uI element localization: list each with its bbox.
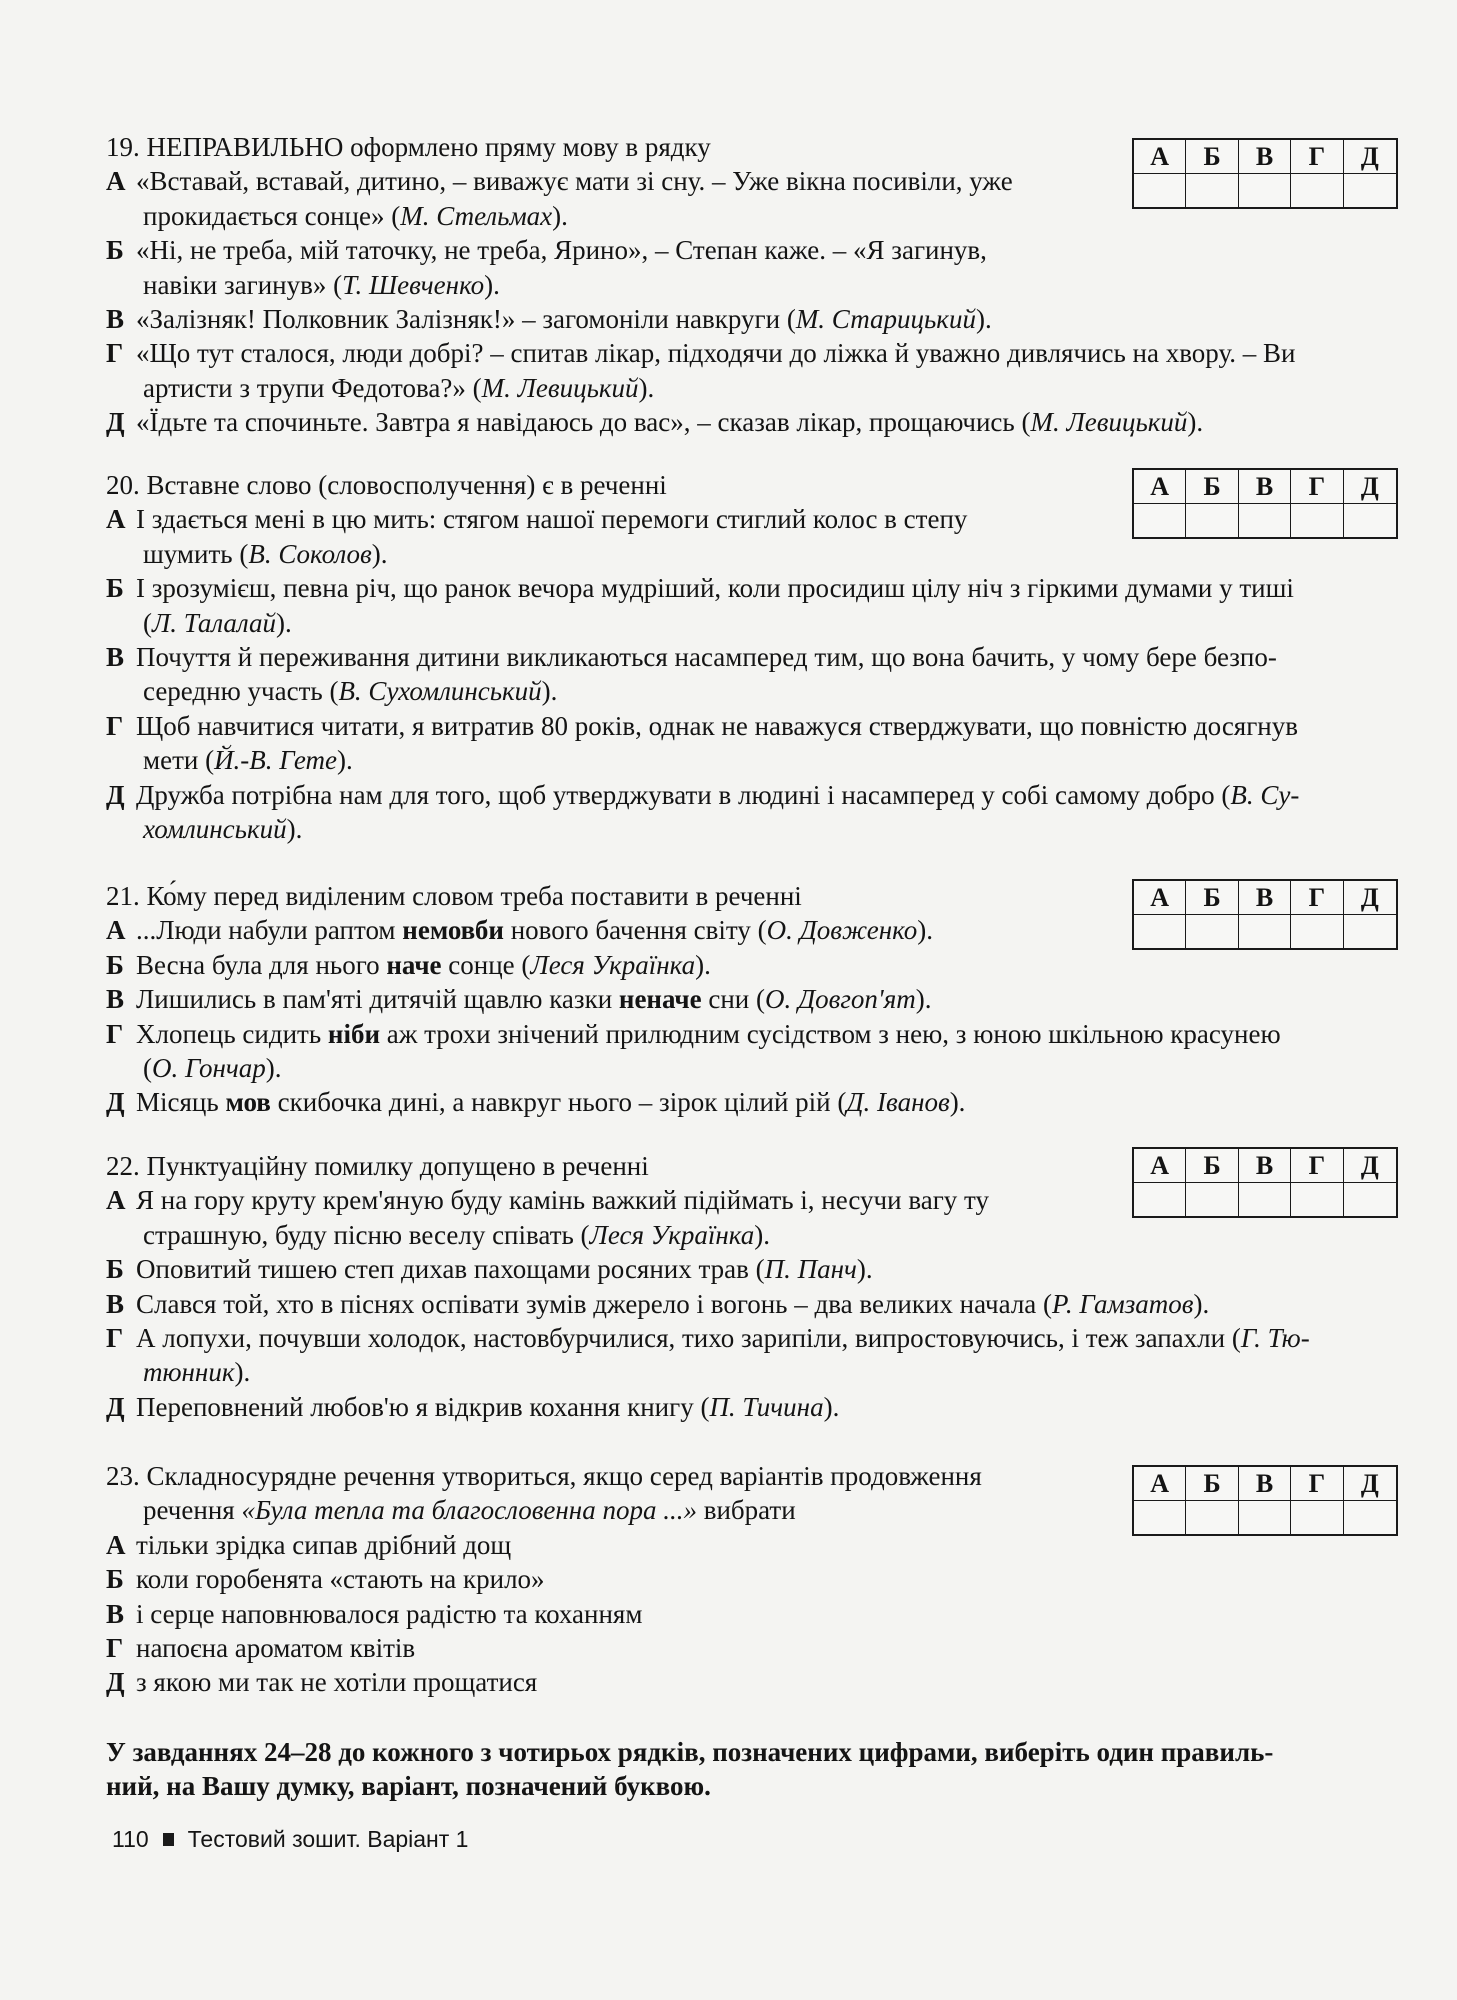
text-segment: ). bbox=[1193, 1288, 1210, 1319]
text-segment: ). bbox=[754, 1219, 770, 1250]
answer-grid-cell[interactable] bbox=[1186, 504, 1238, 537]
answer-grid-cell[interactable] bbox=[1186, 1501, 1238, 1534]
answer-grid-header: Г bbox=[1291, 881, 1343, 915]
answer-grid-header: В bbox=[1239, 140, 1291, 174]
answer-option-line bbox=[106, 674, 1406, 708]
text-segment: ). bbox=[286, 813, 303, 844]
answer-grid-cell[interactable] bbox=[1344, 915, 1396, 948]
text-segment: вибрати bbox=[696, 1495, 796, 1526]
text-segment: «Залізняк! Полковник Залізняк!» – загомоніли навкруги ( bbox=[136, 303, 796, 334]
option-letter: Д bbox=[106, 1087, 125, 1118]
answer-grid-header: Д bbox=[1344, 881, 1396, 915]
option-letter: А bbox=[106, 915, 126, 946]
option-letter: Д bbox=[106, 1391, 125, 1422]
answer-grid-cell[interactable] bbox=[1186, 174, 1238, 207]
answer-grid-cell[interactable] bbox=[1239, 1183, 1291, 1216]
text-segment: ). bbox=[541, 676, 558, 707]
source-citation: П. Тичина bbox=[709, 1391, 824, 1422]
source-citation: хомлинський bbox=[143, 813, 287, 844]
highlighted-word: ніби bbox=[327, 1018, 381, 1049]
answer-grid-header: А bbox=[1134, 1149, 1186, 1183]
answer-grid-cell[interactable] bbox=[1344, 1183, 1396, 1216]
answer-option-line bbox=[106, 1017, 1406, 1051]
answer-grid-cell[interactable] bbox=[1134, 915, 1186, 948]
text-segment: шумить ( bbox=[143, 538, 249, 569]
answer-grid bbox=[1132, 138, 1398, 209]
answer-option-line bbox=[106, 1390, 1406, 1424]
answer-grid-cell[interactable] bbox=[1239, 174, 1291, 207]
answer-grid-header: Б bbox=[1186, 470, 1238, 504]
text-segment: речення bbox=[143, 1495, 242, 1526]
answer-grid-header: В bbox=[1239, 1467, 1291, 1501]
answer-option-line bbox=[106, 336, 1406, 370]
source-citation: О. Гончар bbox=[152, 1052, 266, 1083]
text-segment: скибочка дині, а навкруг нього – зірок цілий рій ( bbox=[270, 1087, 847, 1118]
text-segment: Почуття й переживання дитини викликаються насамперед тим, що вона бачить, у чому бере безпо- bbox=[136, 641, 1277, 672]
text-segment: ). bbox=[949, 1087, 966, 1118]
answer-grid-cell[interactable] bbox=[1344, 1501, 1396, 1534]
text-segment: 23. Складносурядне речення утвориться, якщо серед варіантів продовження bbox=[106, 1461, 982, 1491]
answer-option-line bbox=[106, 948, 1406, 982]
text-segment: напоєна ароматом квітів bbox=[136, 1632, 416, 1663]
answer-option-line bbox=[106, 1321, 1406, 1355]
text-segment: «Вставай, вставай, дитино, – виважує мати зі сну. – Уже вікна посивіли, уже bbox=[136, 166, 1013, 197]
answer-grid-header: В bbox=[1239, 1149, 1291, 1183]
text-segment: Весна була для нього bbox=[136, 949, 387, 980]
text-segment: І здається мені в цю мить: стягом нашої перемоги стиглий колос в степу bbox=[136, 504, 968, 535]
text-segment: ). bbox=[915, 984, 932, 1015]
text-segment: І зрозумієш, певна річ, що ранок вечора мудріший, коли просидиш цілу ніч з гіркими думами у тиші bbox=[136, 573, 1294, 604]
text-segment: Переповнений любов'ю я відкрив кохання книгу ( bbox=[136, 1391, 710, 1422]
answer-option-line bbox=[106, 1665, 1406, 1699]
answer-grid-header: Б bbox=[1186, 881, 1238, 915]
text-segment: ). bbox=[276, 607, 292, 638]
text-segment: ). bbox=[336, 745, 353, 776]
text-segment: «Їдьте та спочиньте. Завтра я навідаюсь до вас», – сказав лікар, прощаючись ( bbox=[136, 407, 1031, 438]
text-segment: ). bbox=[638, 372, 655, 403]
answer-option-line bbox=[106, 537, 1406, 571]
text-segment: середню участь ( bbox=[143, 676, 339, 707]
answer-grid-cell[interactable] bbox=[1291, 1501, 1343, 1534]
answer-grid-header: Г bbox=[1291, 470, 1343, 504]
text-segment: ). bbox=[917, 915, 933, 946]
source-citation: О. Довженко bbox=[766, 915, 918, 946]
square-bullet-icon bbox=[163, 1833, 174, 1846]
text-segment: Слався той, хто в піснях оспівати зумів джерело і вогонь – два великих начала ( bbox=[136, 1288, 1053, 1319]
option-letter: А bbox=[106, 166, 126, 197]
text-segment: тільки зрідка сипав дрібний дощ bbox=[136, 1529, 512, 1560]
option-letter: В bbox=[106, 1288, 125, 1319]
answer-option-line bbox=[106, 302, 1406, 336]
answer-option-line bbox=[106, 1085, 1406, 1119]
answer-grid-cell[interactable] bbox=[1291, 915, 1343, 948]
answer-grid-header: Д bbox=[1344, 140, 1396, 174]
answer-grid-cell[interactable] bbox=[1134, 1501, 1186, 1534]
text-segment: ). bbox=[823, 1391, 840, 1422]
answer-grid-header: Г bbox=[1291, 1467, 1343, 1501]
text-segment: ). bbox=[695, 949, 711, 980]
answer-grid-header: Б bbox=[1186, 1467, 1238, 1501]
text-segment: 21. Ко́му перед виділеним словом треба поставити в реченні bbox=[106, 881, 802, 911]
option-letter: Б bbox=[106, 1564, 124, 1595]
text-segment: ( bbox=[143, 1052, 152, 1083]
option-letter: Б bbox=[106, 573, 124, 604]
answer-option-line bbox=[106, 1631, 1406, 1665]
answer-option-line bbox=[106, 268, 1406, 302]
text-segment: ( bbox=[143, 607, 152, 638]
answer-grid-header: Г bbox=[1291, 1149, 1343, 1183]
source-citation: Л. Талалай bbox=[152, 607, 277, 638]
text-segment: ). bbox=[234, 1357, 251, 1388]
option-letter: Г bbox=[106, 710, 124, 741]
text-segment: навіки загинув» ( bbox=[143, 269, 343, 300]
text-segment: ). bbox=[484, 269, 500, 300]
source-citation: В. Сухомлинський bbox=[338, 676, 542, 707]
footer-title: Тестовий зошит. Варіант 1 bbox=[187, 1826, 469, 1852]
text-segment: коли горобенята «стають на крило» bbox=[136, 1564, 545, 1595]
option-letter: Г bbox=[106, 1632, 124, 1663]
answer-grid-header: Д bbox=[1344, 470, 1396, 504]
answer-grid-header: Б bbox=[1186, 1149, 1238, 1183]
answer-option-line bbox=[106, 606, 1406, 640]
answer-grid-header: А bbox=[1134, 140, 1186, 174]
source-citation: М. Старицький bbox=[795, 303, 976, 334]
answer-grid-header: Б bbox=[1186, 140, 1238, 174]
answer-grid-header: А bbox=[1134, 1467, 1186, 1501]
text-segment: сни ( bbox=[701, 984, 765, 1015]
option-letter: Б bbox=[106, 235, 124, 266]
source-citation: М. Стельмах bbox=[400, 200, 553, 231]
answer-grid-header: Д bbox=[1344, 1467, 1396, 1501]
option-letter: Д bbox=[106, 407, 125, 438]
option-letter: В bbox=[106, 641, 125, 672]
highlighted-word: немовби bbox=[402, 915, 504, 946]
source-citation: М. Левицький bbox=[1030, 407, 1188, 438]
text-segment: «Ні, не треба, мій таточку, не треба, Ярино», – Степан каже. – «Я загинув, bbox=[136, 235, 987, 266]
text-segment: ). bbox=[371, 538, 388, 569]
answer-grid-cell[interactable] bbox=[1239, 1501, 1291, 1534]
text-segment: 20. Вставне слово (словосполучення) є в реченні bbox=[106, 470, 667, 500]
text-segment: Я на гору круту крем'яную буду камінь важкий підіймать і, несучи вагу ту bbox=[136, 1185, 989, 1216]
answer-grid-cell[interactable] bbox=[1134, 504, 1186, 537]
highlighted-word: неначе bbox=[618, 984, 702, 1015]
text-segment: 22. Пунктуаційну помилку допущено в реченні bbox=[106, 1151, 649, 1181]
instruction-line: У завданнях 24–28 до кожного з чотирьох рядків, позначених цифрами, виберіть один правиль- bbox=[106, 1737, 1274, 1767]
source-citation: О. Довгоп'ят bbox=[765, 984, 916, 1015]
answer-option-line bbox=[106, 1355, 1406, 1389]
answer-option-line bbox=[106, 405, 1406, 439]
answer-option-line bbox=[106, 778, 1406, 812]
page-footer bbox=[112, 1826, 468, 1853]
source-citation: Й.-В. Гете bbox=[214, 745, 337, 776]
answer-grid-header: А bbox=[1134, 881, 1186, 915]
source-citation: М. Левицький bbox=[481, 372, 639, 403]
source-citation: П. Панч bbox=[764, 1254, 857, 1285]
option-letter: Д bbox=[106, 779, 125, 810]
option-letter: А bbox=[106, 1529, 126, 1560]
text-segment: Дружба потрібна нам для того, щоб утверджувати в людині і насамперед у собі самому добро ( bbox=[136, 779, 1231, 810]
text-segment: А лопухи, почувши холодок, настовбурчилися, тихо зарипіли, випростовуючись, і теж запахли ( bbox=[136, 1322, 1241, 1353]
text-segment: страшную, буду пісню веселу співать ( bbox=[143, 1219, 590, 1250]
page-number: 110 bbox=[112, 1826, 149, 1852]
text-segment: мети ( bbox=[143, 745, 215, 776]
answer-grid bbox=[1132, 468, 1398, 539]
answer-grid bbox=[1132, 1147, 1398, 1218]
source-citation: В. Су- bbox=[1230, 779, 1300, 810]
source-citation: Т. Шевченко bbox=[342, 269, 485, 300]
text-segment: ). bbox=[552, 200, 568, 231]
answer-option-line bbox=[106, 1218, 1406, 1252]
answer-grid-header: А bbox=[1134, 470, 1186, 504]
answer-grid-cell[interactable] bbox=[1239, 504, 1291, 537]
answer-option-line bbox=[106, 812, 1406, 846]
answer-grid bbox=[1132, 1465, 1398, 1536]
option-letter: А bbox=[106, 504, 126, 535]
source-citation: Леся Українка bbox=[589, 1219, 755, 1250]
answer-option-line bbox=[106, 640, 1406, 674]
highlighted-word: мов bbox=[225, 1087, 271, 1118]
text-segment: «Що тут сталося, люди добрі? – спитав лікар, підходячи до ліжка й уважно дивлячись на хвору. – Ви bbox=[136, 338, 1296, 369]
instruction-line: ний, на Вашу думку, варіант, позначений буквою. bbox=[106, 1771, 711, 1802]
option-letter: Г bbox=[106, 1018, 124, 1049]
answer-grid-cell[interactable] bbox=[1186, 915, 1238, 948]
text-segment: з якою ми так не хотіли прощатися bbox=[136, 1667, 538, 1698]
text-segment: Лишились в пам'яті дитячій щавлю казки bbox=[136, 984, 619, 1015]
option-letter: В bbox=[106, 1598, 125, 1629]
text-segment: ). bbox=[975, 303, 992, 334]
answer-option-line bbox=[106, 1051, 1406, 1085]
answer-grid bbox=[1132, 879, 1398, 950]
answer-grid-header: Г bbox=[1291, 140, 1343, 174]
instruction-text bbox=[106, 1735, 1406, 1804]
source-citation: Р. Гамзатов bbox=[1052, 1288, 1194, 1319]
text-segment: сонце ( bbox=[441, 949, 531, 980]
answer-grid-header: В bbox=[1239, 470, 1291, 504]
answer-option-line bbox=[106, 233, 1406, 267]
text-segment: ). bbox=[1187, 407, 1204, 438]
highlighted-word: наче bbox=[386, 949, 442, 980]
source-citation: тюнник bbox=[143, 1357, 235, 1388]
answer-option-line bbox=[106, 571, 1406, 605]
answer-grid-cell[interactable] bbox=[1344, 174, 1396, 207]
text-segment: прокидається сонце» ( bbox=[143, 200, 401, 231]
answer-grid-cell[interactable] bbox=[1344, 504, 1396, 537]
text-segment: і серце наповнювалося радістю та коханням bbox=[136, 1598, 643, 1629]
text-segment: Щоб навчитися читати, я витратив 80 років, однак не наважуся стверджувати, що повністю досягнув bbox=[136, 710, 1299, 741]
option-letter: В bbox=[106, 984, 125, 1015]
answer-option-line bbox=[106, 982, 1406, 1016]
answer-grid-cell[interactable] bbox=[1239, 915, 1291, 948]
option-letter: Г bbox=[106, 1322, 124, 1353]
option-letter: А bbox=[106, 1185, 126, 1216]
text-segment: Хлопець сидить bbox=[136, 1018, 328, 1049]
text-segment: артисти з трупи Федотова?» ( bbox=[143, 372, 482, 403]
source-citation: «Була тепла та благословенна пора ...» bbox=[241, 1495, 697, 1526]
answer-option-line bbox=[106, 709, 1406, 743]
text-segment: 19. НЕПРАВИЛЬНО оформлено пряму мову в рядку bbox=[106, 132, 711, 162]
option-letter: Б bbox=[106, 949, 124, 980]
answer-option-line bbox=[106, 1252, 1406, 1286]
answer-grid-cell[interactable] bbox=[1134, 1183, 1186, 1216]
option-letter: Д bbox=[106, 1667, 125, 1698]
answer-option-line bbox=[106, 371, 1406, 405]
source-citation: В. Соколов bbox=[248, 538, 372, 569]
option-letter: Б bbox=[106, 1254, 124, 1285]
answer-grid-cell[interactable] bbox=[1291, 504, 1343, 537]
answer-grid-cell[interactable] bbox=[1134, 174, 1186, 207]
answer-option-line bbox=[106, 743, 1406, 777]
text-segment: аж трохи знічений прилюдним сусідством з нею, з юною шкільною красунею bbox=[380, 1018, 1281, 1049]
source-citation: Леся Українка bbox=[530, 949, 696, 980]
text-segment: ). bbox=[856, 1254, 873, 1285]
answer-option-line bbox=[106, 1287, 1406, 1321]
answer-option-line bbox=[106, 1597, 1406, 1631]
option-letter: Г bbox=[106, 338, 124, 369]
text-segment: Оповитий тишею степ дихав пахощами росяних трав ( bbox=[136, 1254, 765, 1285]
text-segment: нового бачення світу ( bbox=[503, 915, 767, 946]
answer-grid-header: В bbox=[1239, 881, 1291, 915]
answer-grid-cell[interactable] bbox=[1291, 1183, 1343, 1216]
source-citation: Г. Тю- bbox=[1240, 1322, 1310, 1353]
text-segment: ). bbox=[265, 1052, 282, 1083]
answer-grid-cell[interactable] bbox=[1186, 1183, 1238, 1216]
source-citation: Д. Іванов bbox=[846, 1087, 950, 1118]
option-letter: В bbox=[106, 303, 125, 334]
answer-grid-header: Д bbox=[1344, 1149, 1396, 1183]
text-segment: ...Люди набули раптом bbox=[136, 915, 403, 946]
answer-option-line bbox=[106, 1562, 1406, 1596]
text-segment: Місяць bbox=[136, 1087, 226, 1118]
answer-grid-cell[interactable] bbox=[1291, 174, 1343, 207]
